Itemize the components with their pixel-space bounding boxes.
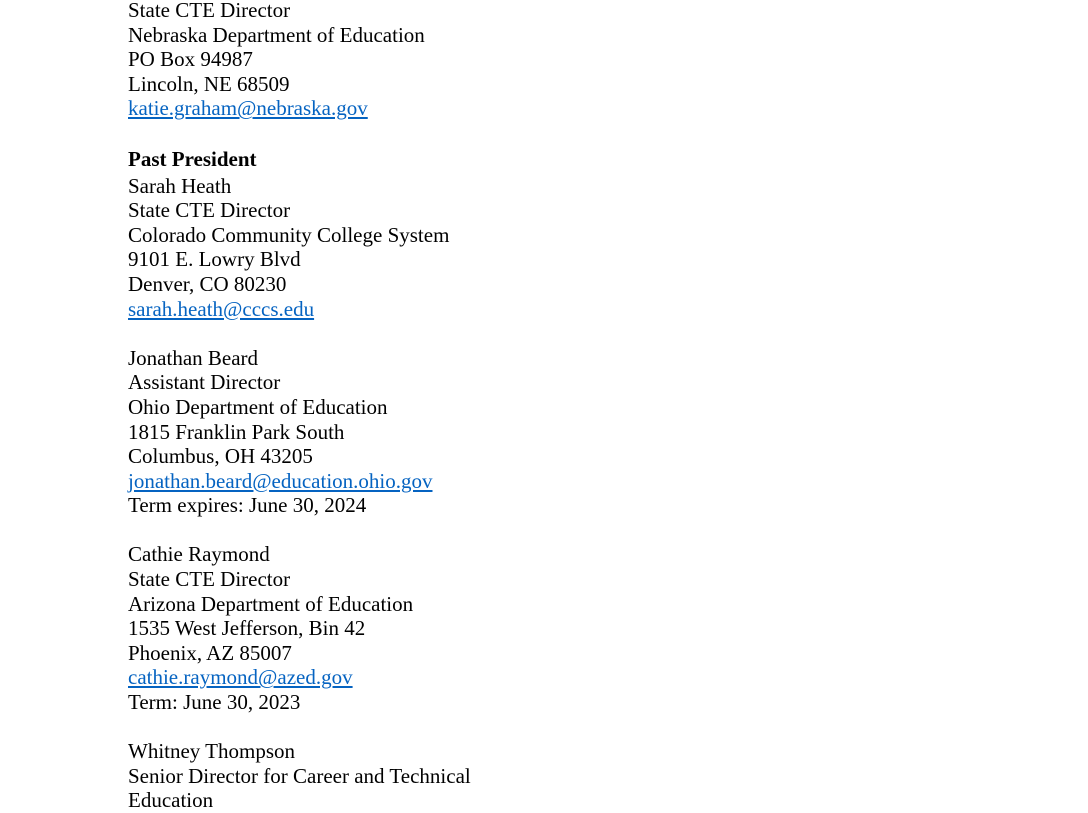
- contact-email-link[interactable]: jonathan.beard@education.ohio.gov: [128, 468, 433, 493]
- document-body: [128, 0, 471, 813]
- contact-organization: Ohio Department of Education: [128, 394, 388, 419]
- contact-whitney-thompson: [128, 739, 471, 813]
- contact-organization: Arizona Department of Education: [128, 591, 414, 616]
- contact-name: Jonathan Beard: [128, 345, 259, 370]
- contact-email-line: [128, 665, 471, 690]
- contact-title-continued: Education: [128, 788, 214, 813]
- contact-city-state-zip: Columbus, OH 43205: [128, 444, 313, 469]
- contact-city-state-zip: Denver, CO 80230: [128, 271, 287, 296]
- spacer: [128, 121, 471, 146]
- contact-name: Whitney Thompson: [128, 739, 296, 764]
- contact-address: 1535 West Jefferson, Bin 42: [128, 616, 366, 641]
- contact-term: Term: June 30, 2023: [128, 690, 301, 715]
- contact-term: Term expires: June 30, 2024: [128, 493, 367, 518]
- spacer: [128, 321, 471, 346]
- contact-name: Cathie Raymond: [128, 542, 270, 567]
- contact-name: Sarah Heath: [128, 173, 232, 198]
- contact-jonathan-beard: [128, 346, 471, 518]
- contact-email-link[interactable]: cathie.raymond@azed.gov: [128, 665, 353, 690]
- contact-past-president: [128, 147, 471, 322]
- contact-cathie-raymond: [128, 542, 471, 714]
- spacer: [128, 518, 471, 543]
- contact-title: State CTE Director: [128, 567, 291, 592]
- contact-address: 9101 E. Lowry Blvd: [128, 247, 301, 272]
- contact-title: State CTE Director: [128, 0, 291, 22]
- contact-top: [128, 0, 471, 121]
- spacer: [128, 715, 471, 740]
- contact-organization: Nebraska Department of Education: [128, 22, 425, 47]
- contact-address: 1815 Franklin Park South: [128, 419, 345, 444]
- contact-address: PO Box 94987: [128, 47, 253, 72]
- document-page: [128, 0, 1008, 813]
- contact-organization: Colorado Community College System: [128, 222, 450, 247]
- contact-email-link[interactable]: sarah.heath@cccs.edu: [128, 296, 315, 321]
- contact-title: Assistant Director: [128, 370, 281, 395]
- contact-email-line: [128, 96, 471, 121]
- contact-city-state-zip: Lincoln, NE 68509: [128, 71, 290, 96]
- contact-email-line: [128, 297, 471, 322]
- contact-city-state-zip: Phoenix, AZ 85007: [128, 640, 292, 665]
- contact-email-link[interactable]: katie.graham@nebraska.gov: [128, 96, 368, 121]
- contact-email-line: [128, 469, 471, 494]
- contact-title: State CTE Director: [128, 198, 291, 223]
- section-heading-past-president: Past President: [128, 146, 257, 171]
- contact-title: Senior Director for Career and Technical: [128, 763, 471, 788]
